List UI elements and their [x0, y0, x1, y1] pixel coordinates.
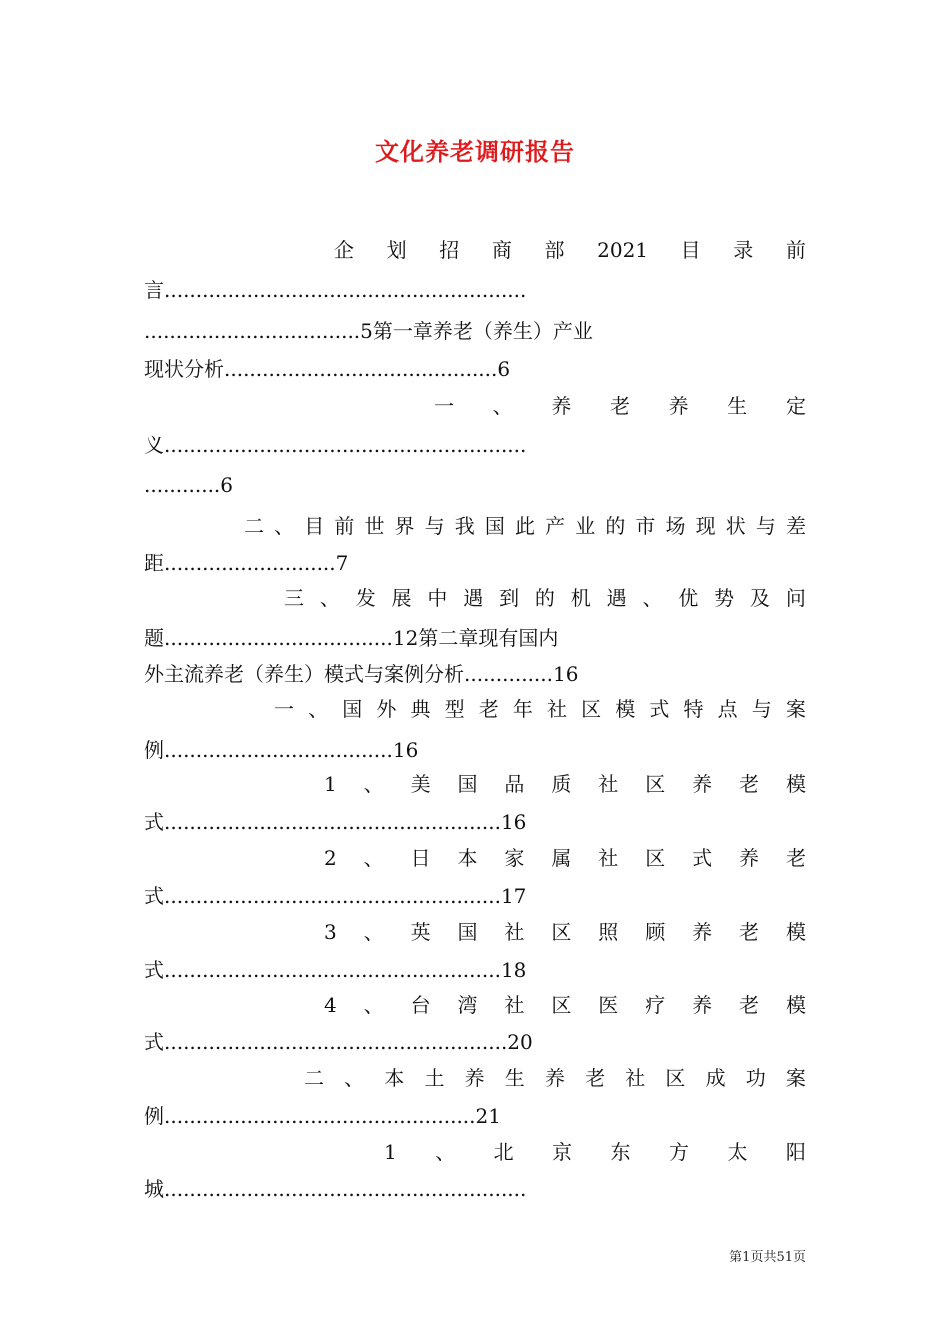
toc-line: 城......................................................... — [144, 1177, 527, 1201]
toc-char: 、 — [274, 514, 295, 538]
toc-char: 老 — [609, 394, 630, 418]
toc-char: 前 — [334, 514, 355, 538]
toc-char: 优 — [678, 586, 699, 610]
toc-char: 状 — [725, 514, 746, 538]
toc-char: 、 — [344, 1066, 365, 1090]
toc-char: 疗 — [645, 993, 666, 1017]
toc-char: 区 — [665, 1066, 686, 1090]
toc-char: 、 — [319, 586, 340, 610]
page-title: 文化养老调研报告 — [375, 137, 575, 166]
toc-char: 式 — [649, 697, 670, 721]
toc-line — [284, 580, 806, 616]
toc-char: 顾 — [645, 920, 666, 944]
toc-char: 模 — [785, 993, 806, 1017]
toc-line: 例....................................16 — [144, 738, 419, 762]
toc-char: 的 — [605, 514, 626, 538]
toc-char: 生 — [504, 1066, 525, 1090]
toc-line: 距...........................7 — [144, 551, 349, 575]
toc-char: 前 — [785, 238, 806, 262]
toc-char: 3 — [324, 920, 337, 944]
toc-char: 养 — [464, 1066, 485, 1090]
toc-char: 本 — [384, 1066, 405, 1090]
toc-char: 、 — [363, 846, 384, 870]
toc-char: 照 — [598, 920, 619, 944]
toc-char: 展 — [391, 586, 412, 610]
toc-char: 国 — [457, 920, 478, 944]
toc-char: 、 — [642, 586, 663, 610]
toc-char: 区 — [551, 920, 572, 944]
toc-char: 2 — [324, 846, 337, 870]
toc-char: 社 — [504, 993, 525, 1017]
toc-char: 现 — [695, 514, 716, 538]
toc-char: 养 — [692, 920, 713, 944]
toc-char: 特 — [683, 697, 704, 721]
toc-line: 义......................................................... — [144, 433, 527, 457]
toc-char: 机 — [570, 586, 591, 610]
toc-char: 中 — [427, 586, 448, 610]
toc-char: 遇 — [463, 586, 484, 610]
toc-char: 到 — [499, 586, 520, 610]
toc-char: 遇 — [606, 586, 627, 610]
toc-line — [244, 508, 806, 544]
toc-char: 生 — [727, 394, 748, 418]
toc-char: 目 — [304, 514, 325, 538]
toc-char: 案 — [785, 1066, 806, 1090]
toc-char: 老 — [785, 846, 806, 870]
toc-char: 此 — [514, 514, 535, 538]
toc-line: 例.................................................21 — [144, 1104, 501, 1128]
toc-char: 老 — [585, 1066, 606, 1090]
toc-line: 现状分析...........................................6 — [144, 357, 511, 381]
toc-char: 属 — [551, 846, 572, 870]
toc-char: 三 — [284, 586, 304, 610]
toc-char: 案 — [785, 697, 806, 721]
toc-line: 式.....................................................16 — [144, 810, 527, 834]
toc-char: 老 — [739, 920, 760, 944]
toc-char: 老 — [478, 697, 499, 721]
toc-char: 、 — [363, 993, 384, 1017]
toc-char: 我 — [454, 514, 475, 538]
toc-char: 区 — [645, 772, 666, 796]
toc-char: 企 — [334, 238, 354, 262]
toc-char: 招 — [439, 238, 460, 262]
toc-char: 本 — [457, 846, 478, 870]
toc-char: 养 — [692, 772, 713, 796]
toc-char: 湾 — [457, 993, 478, 1017]
toc-char: 、 — [492, 394, 513, 418]
toc-char: 1 — [324, 772, 337, 796]
toc-char: 商 — [491, 238, 512, 262]
toc-char: 区 — [645, 846, 666, 870]
toc-char: 部 — [544, 238, 565, 262]
toc-line — [324, 766, 806, 802]
toc-line — [324, 840, 806, 876]
toc-char: 二 — [244, 514, 264, 538]
toc-char: 国 — [457, 772, 478, 796]
toc-char: 美 — [410, 772, 431, 796]
toc-char: 社 — [504, 920, 525, 944]
toc-char: 式 — [692, 846, 713, 870]
toc-char: 北 — [493, 1140, 514, 1164]
toc-char: 与 — [751, 697, 772, 721]
toc-char: 4 — [324, 993, 337, 1017]
toc-char: 老 — [739, 772, 760, 796]
toc-char: 区 — [551, 993, 572, 1017]
toc-char: 差 — [785, 514, 806, 538]
toc-line: 式.....................................................17 — [144, 884, 527, 908]
toc-char: 的 — [534, 586, 555, 610]
toc-char: 、 — [363, 920, 384, 944]
toc-char: 、 — [435, 1140, 456, 1164]
toc-char: 社 — [547, 697, 567, 721]
toc-char: 模 — [785, 772, 806, 796]
toc-char: 型 — [444, 697, 465, 721]
toc-char: 土 — [424, 1066, 445, 1090]
toc-line: 式......................................................20 — [144, 1030, 533, 1054]
toc-char: 京 — [552, 1140, 573, 1164]
toc-line — [384, 1134, 806, 1170]
toc-char: 老 — [739, 993, 760, 1017]
toc-line: 式.....................................................18 — [144, 958, 527, 982]
toc-char: 养 — [668, 394, 689, 418]
toc-line: ..................................5第一章养老（养生）产业 — [144, 319, 593, 343]
toc-line: 言......................................................... — [144, 278, 527, 302]
toc-char: 定 — [785, 394, 806, 418]
toc-char: 区 — [581, 697, 602, 721]
toc-char: 品 — [504, 772, 525, 796]
toc-char: 功 — [745, 1066, 766, 1090]
toc-char: 目 — [680, 238, 701, 262]
toc-char: 产 — [545, 514, 566, 538]
toc-char: 问 — [785, 586, 806, 610]
toc-char: 及 — [749, 586, 770, 610]
toc-char: 势 — [714, 586, 735, 610]
toc-line — [434, 388, 806, 424]
toc-char: 市 — [635, 514, 656, 538]
toc-char: 太 — [727, 1140, 748, 1164]
toc-char: 点 — [717, 697, 738, 721]
toc-char: 外 — [376, 697, 397, 721]
toc-char: 世 — [364, 514, 385, 538]
toc-char: 养 — [544, 1066, 565, 1090]
toc-char: 东 — [610, 1140, 631, 1164]
toc-char: 社 — [598, 772, 619, 796]
toc-char: 场 — [665, 514, 686, 538]
toc-char: 录 — [733, 238, 754, 262]
toc-char: 养 — [739, 846, 760, 870]
toc-char: 医 — [598, 993, 619, 1017]
toc-char: 1 — [384, 1140, 397, 1164]
toc-char: 与 — [755, 514, 776, 538]
toc-char: 二 — [304, 1066, 324, 1090]
toc-char: 家 — [504, 846, 525, 870]
toc-line: ............6 — [144, 473, 234, 497]
toc-char: 质 — [551, 772, 572, 796]
toc-line — [324, 914, 806, 950]
toc-line: 外主流养老（养生）模式与案例分析..............16 — [144, 662, 579, 686]
toc-char: 划 — [386, 238, 407, 262]
toc-char: 模 — [615, 697, 636, 721]
toc-line — [334, 232, 806, 268]
toc-char: 英 — [410, 920, 431, 944]
toc-line — [304, 1060, 806, 1096]
toc-char: 、 — [363, 772, 384, 796]
toc-char: 一 — [434, 394, 454, 418]
toc-char: 阳 — [785, 1140, 806, 1164]
toc-char: 社 — [625, 1066, 646, 1090]
toc-char: 年 — [512, 697, 533, 721]
toc-char: 2021 — [597, 238, 649, 262]
toc-char: 日 — [410, 846, 431, 870]
toc-char: 方 — [669, 1140, 689, 1164]
toc-char: 典 — [410, 697, 431, 721]
toc-char: 模 — [785, 920, 806, 944]
toc-char: 一 — [274, 697, 294, 721]
toc-char: 国 — [484, 514, 505, 538]
toc-char: 台 — [410, 993, 431, 1017]
toc-line: 题....................................12第二章现有国内 — [144, 626, 559, 650]
toc-char: 社 — [598, 846, 619, 870]
toc-char: 养 — [551, 394, 572, 418]
toc-line — [324, 987, 806, 1023]
toc-char: 业 — [575, 514, 596, 538]
page-number-footer: 第1页共51页 — [729, 1250, 806, 1265]
toc-line — [274, 691, 806, 727]
toc-char: 与 — [424, 514, 445, 538]
toc-char: 、 — [308, 697, 329, 721]
toc-char: 发 — [355, 586, 376, 610]
toc-char: 国 — [342, 697, 363, 721]
toc-char: 界 — [394, 514, 415, 538]
toc-char: 成 — [705, 1066, 726, 1090]
toc-char: 养 — [692, 993, 713, 1017]
